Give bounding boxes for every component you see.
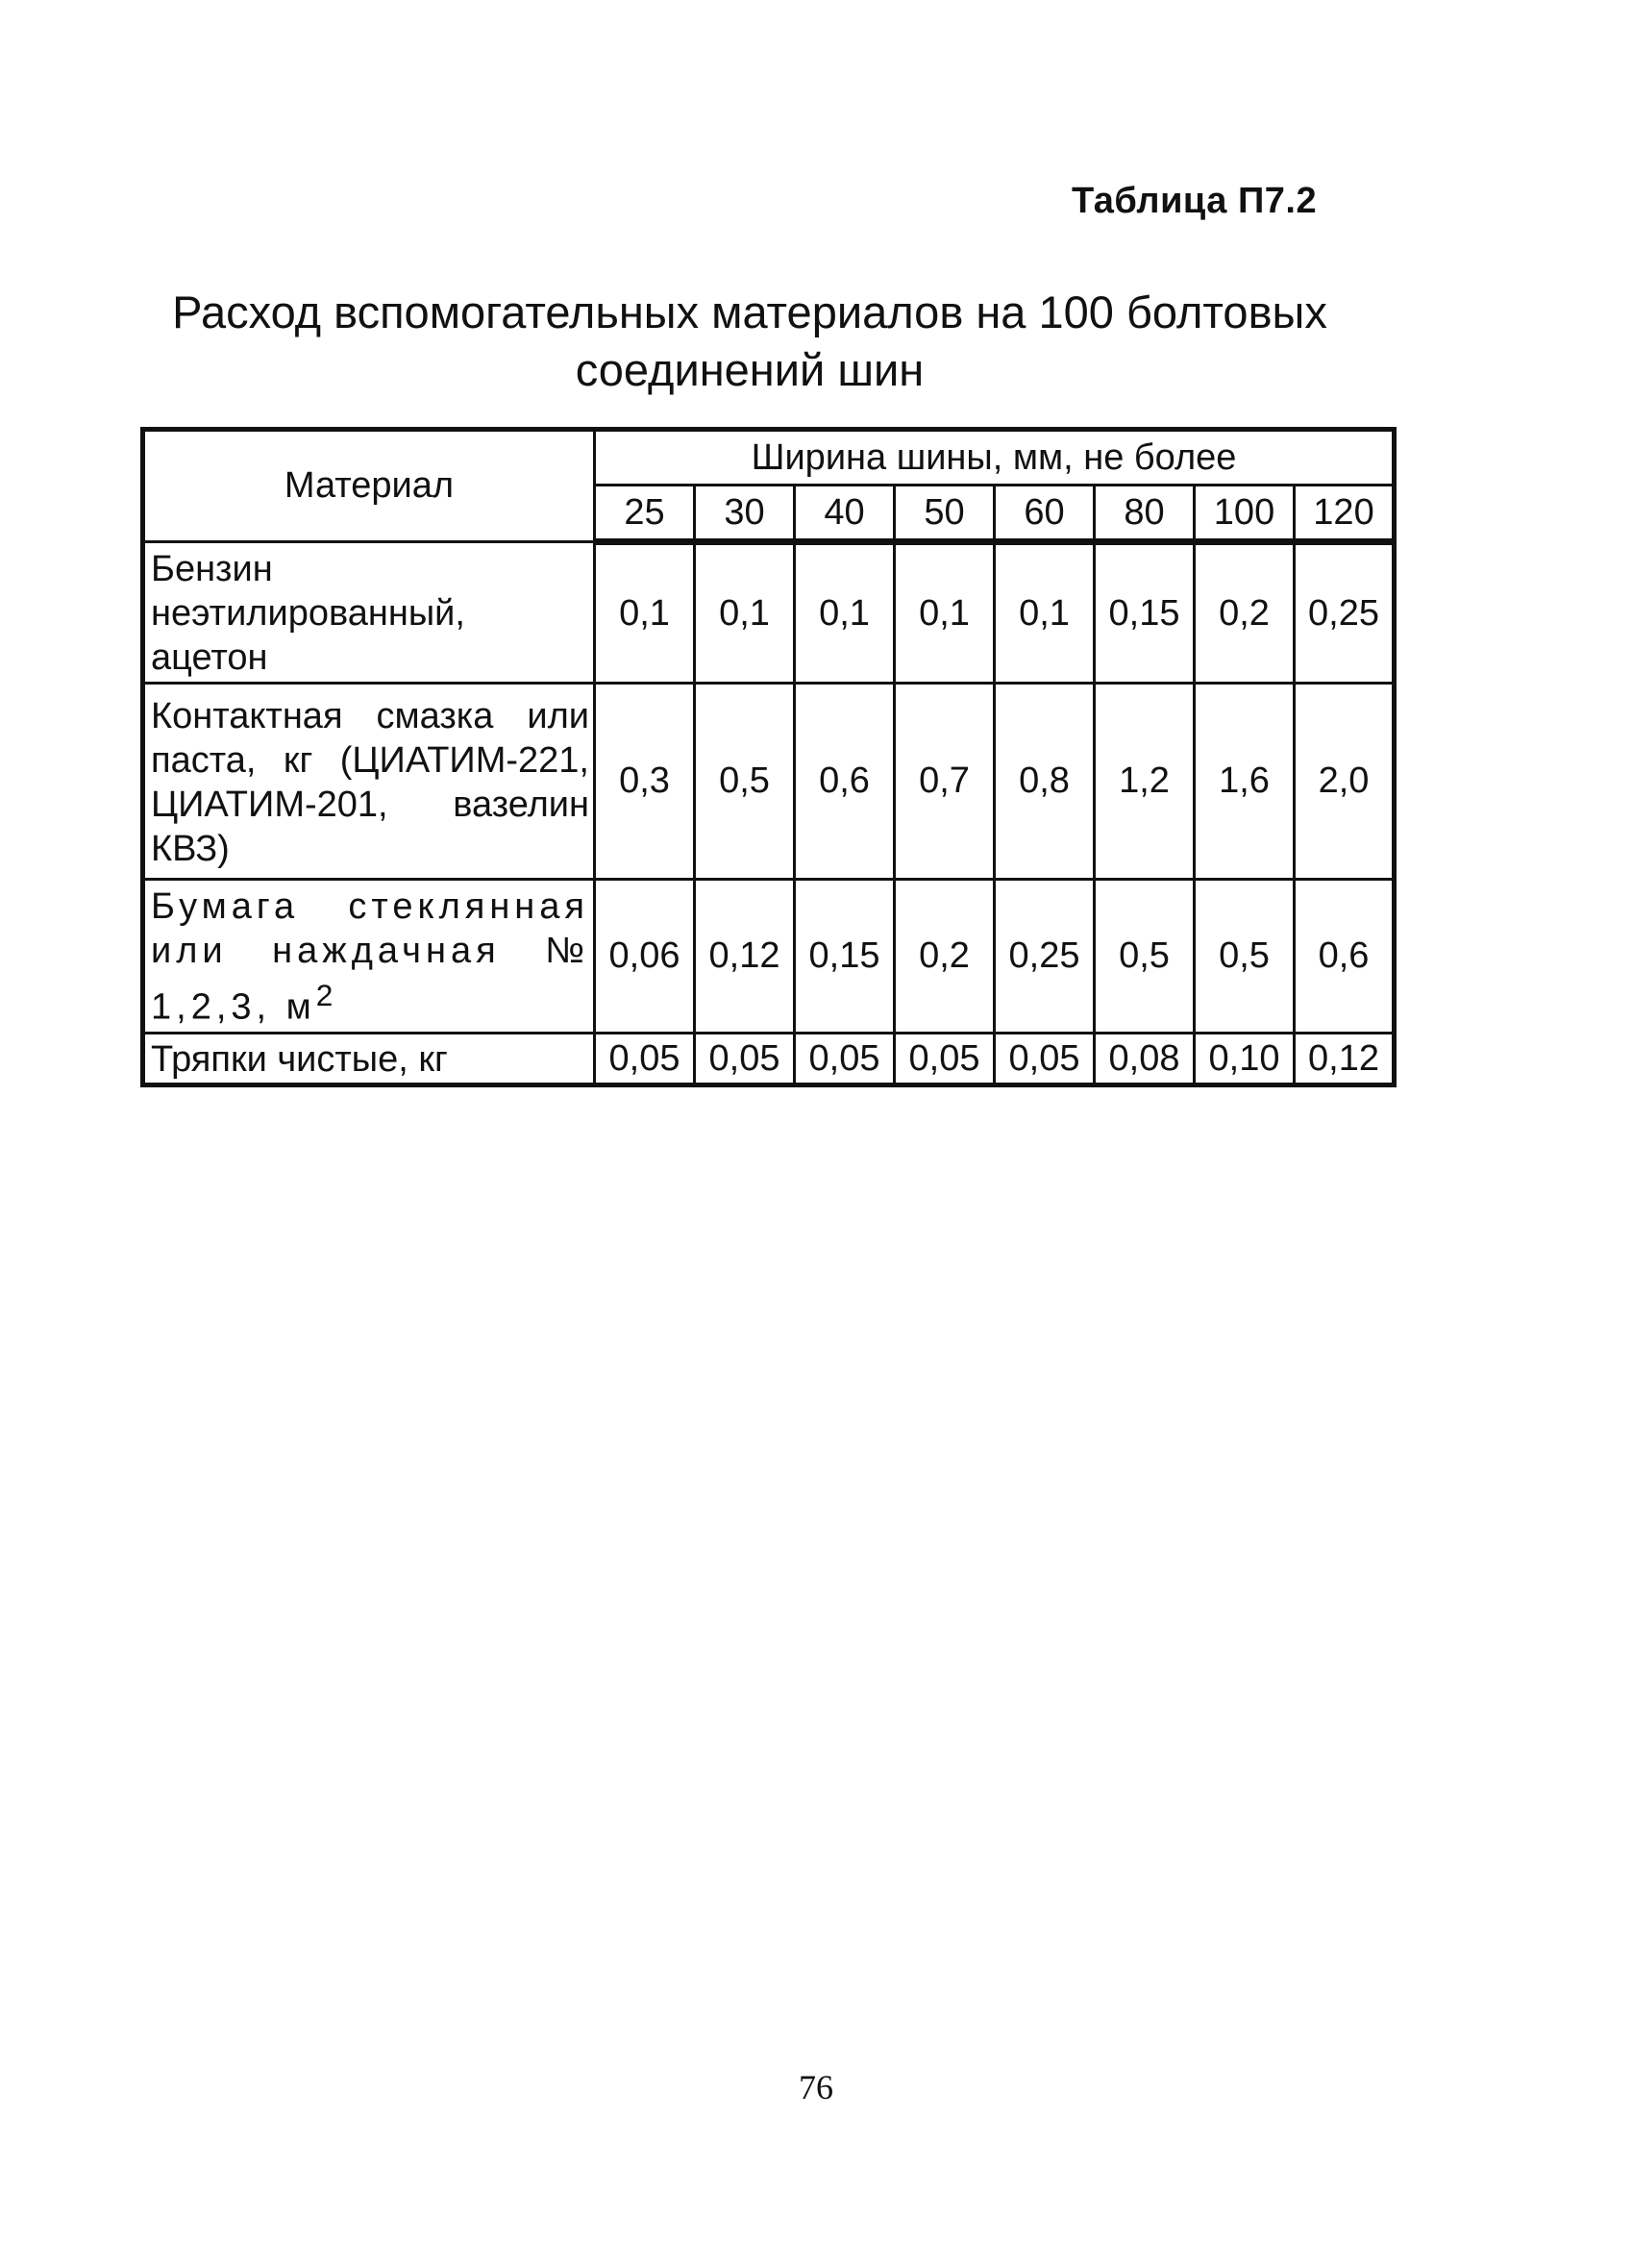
width-header-cell: 120 (1295, 486, 1395, 542)
value-cell: 0,6 (1295, 880, 1395, 1034)
value-cell: 0,1 (795, 542, 895, 684)
material-cell: Бензин неэтилированный, ацетон (143, 542, 595, 684)
value-cell: 0,1 (895, 542, 995, 684)
value-cell: 1,6 (1195, 684, 1295, 880)
value-cell: 2,0 (1295, 684, 1395, 880)
width-header-cell: 40 (795, 486, 895, 542)
value-cell: 0,5 (695, 684, 795, 880)
value-cell: 0,05 (895, 1033, 995, 1084)
width-header-cell: 50 (895, 486, 995, 542)
value-cell: 0,10 (1195, 1033, 1295, 1084)
value-cell: 0,3 (595, 684, 695, 880)
width-header-cell: 25 (595, 486, 695, 542)
table-label: Таблица П7.2 (1072, 181, 1318, 221)
value-cell: 0,25 (1295, 542, 1395, 684)
material-cell: Контактная смазка или паста, кг (ЦИАТИМ-221, ЦИАТИМ-201, вазелин КВЗ) (143, 684, 595, 880)
value-cell: 0,1 (595, 542, 695, 684)
title-line-1: Расход вспомогательных материалов на 100 болтовых (172, 287, 1327, 337)
value-cell: 0,05 (695, 1033, 795, 1084)
material-cell: Тряпки чистые, кг (143, 1033, 595, 1084)
material-superscript: 2 (315, 978, 338, 1012)
table-row (143, 684, 1395, 880)
value-cell: 0,06 (595, 880, 695, 1034)
header-row-top (143, 430, 1395, 486)
page-number: 76 (799, 2068, 833, 2106)
value-cell: 1,2 (1095, 684, 1195, 880)
value-cell: 0,8 (995, 684, 1095, 880)
header-material: Материал (143, 430, 595, 542)
value-cell: 0,15 (1095, 542, 1195, 684)
value-cell: 0,1 (995, 542, 1095, 684)
width-header-cell: 30 (695, 486, 795, 542)
value-cell: 0,6 (795, 684, 895, 880)
material-text: Бумага стеклянная или наждачная № 1,2,3, м (151, 886, 589, 1028)
value-cell: 0,5 (1095, 880, 1195, 1034)
material-cell (143, 880, 595, 1034)
materials-table (140, 427, 1397, 1087)
value-cell: 0,1 (695, 542, 795, 684)
value-cell: 0,2 (895, 880, 995, 1034)
value-cell: 0,08 (1095, 1033, 1195, 1084)
value-cell: 0,2 (1195, 542, 1295, 684)
width-header-cell: 80 (1095, 486, 1195, 542)
width-header-cell: 60 (995, 486, 1095, 542)
table-row (143, 880, 1395, 1034)
value-cell: 0,05 (995, 1033, 1095, 1084)
value-cell: 0,12 (695, 880, 795, 1034)
value-cell: 0,5 (1195, 880, 1295, 1034)
value-cell: 0,05 (595, 1033, 695, 1084)
width-header-cell: 100 (1195, 486, 1295, 542)
value-cell: 0,7 (895, 684, 995, 880)
title-line-2: соединений шин (575, 344, 925, 395)
value-cell: 0,25 (995, 880, 1095, 1034)
table-row (143, 1033, 1395, 1084)
value-cell: 0,05 (795, 1033, 895, 1084)
document-title (115, 284, 1384, 399)
value-cell: 0,15 (795, 880, 895, 1034)
header-bus-width: Ширина шины, мм, не более (595, 430, 1395, 486)
table-row (143, 542, 1395, 684)
value-cell: 0,12 (1295, 1033, 1395, 1084)
